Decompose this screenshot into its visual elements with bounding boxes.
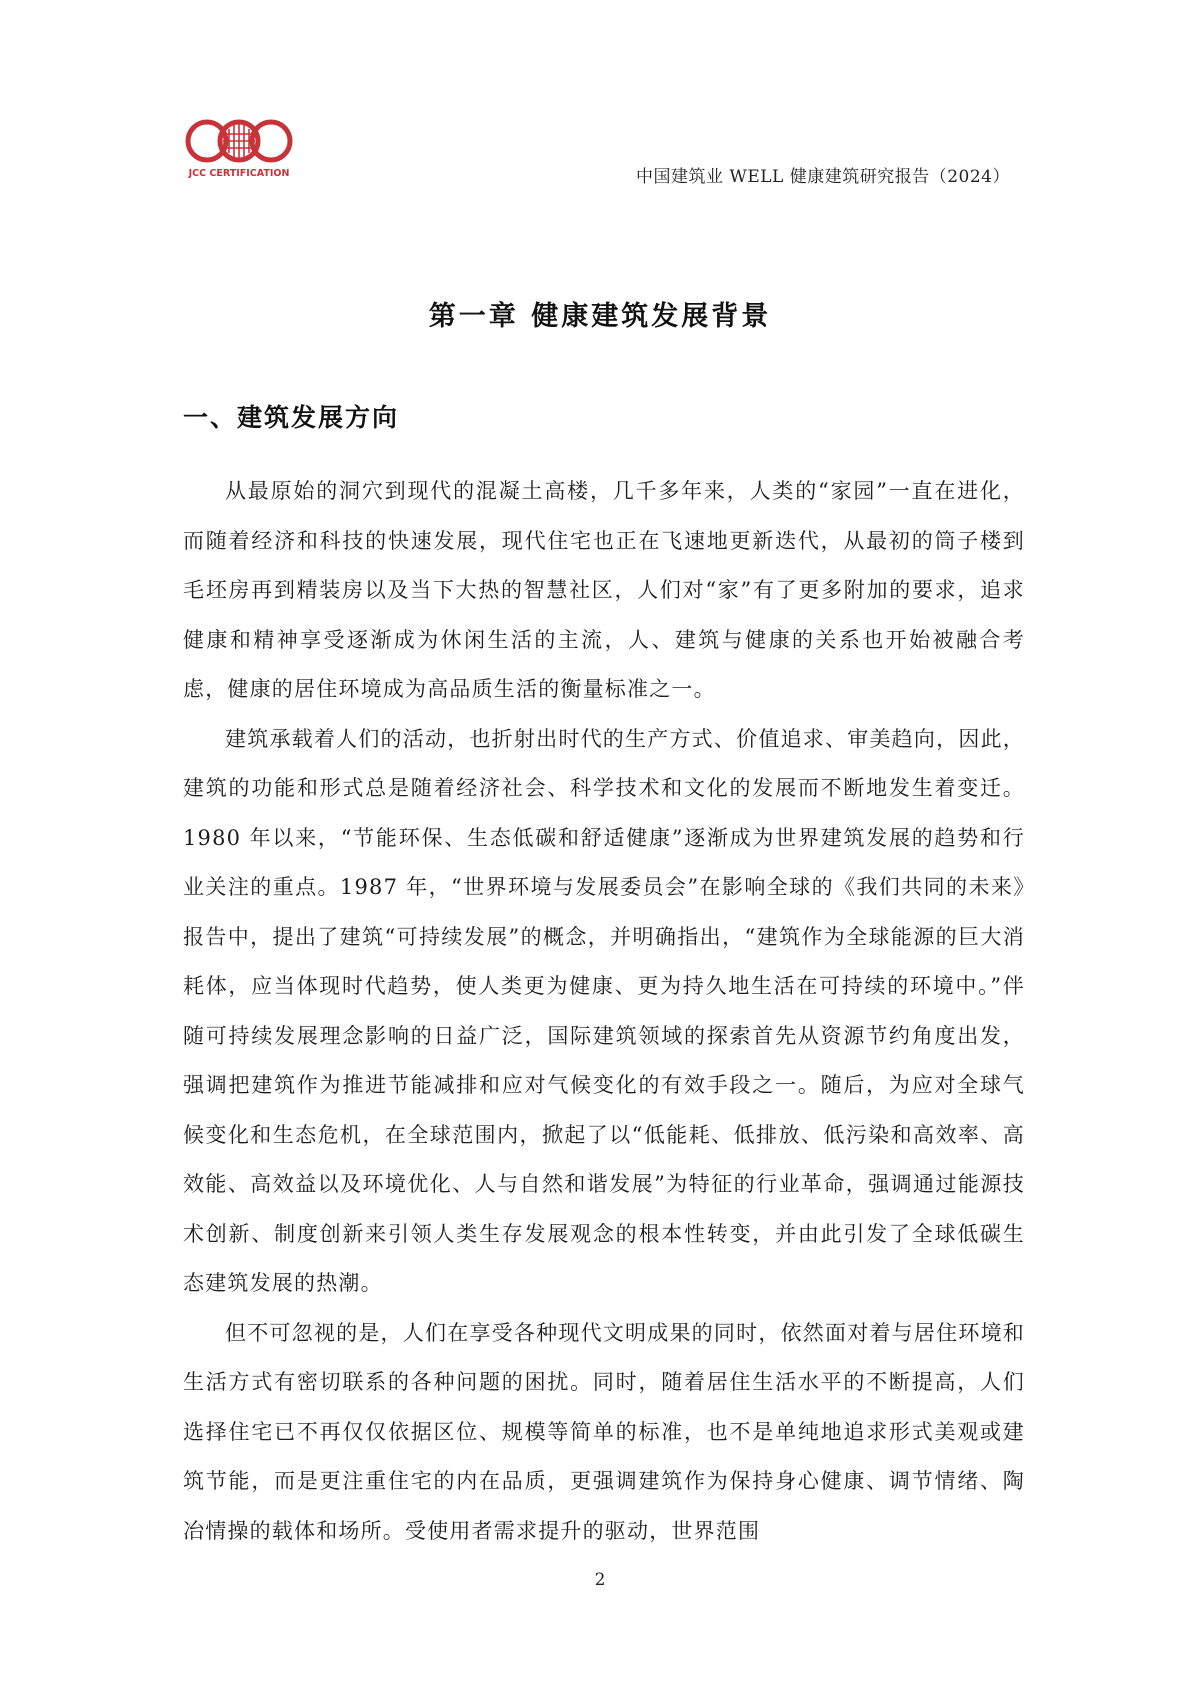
page-number: 2: [594, 1570, 606, 1590]
jcc-rings-icon: [183, 116, 295, 166]
paragraph: 建筑承载着人们的活动，也折射出时代的生产方式、价值追求、审美趋向，因此，建筑的功能和形式总是随着经济社会、科学技术和文化的发展而不断地发生着变迁。1980 年以来，“节能环保、生态低碳和舒适健康”逐渐成为世界建筑发展的趋势和行业关注的重点。1987 年，“世界环境与发展委员会”在影响全球的《我们共同的未来》报告中，提出了建筑“可持续发展”的概念，并明确指出，“建筑作为全球能源的巨大消耗体，应当体现时代趋势，使人类更为健康、更为持久地生活在可持续的环境中。”伴随可持续发展理念影响的日益广泛，国际建筑领域的探索首先从资源节约角度出发，强调把建筑作为推进节能减排和应对气候变化的有效手段之一。随后，为应对全球气候变化和生态危机，在全球范围内，掀起了以“低能耗、低排放、低污染和高效率、高效能、高效益以及环境优化、人与自然和谐发展”为特征的行业革命，强调通过能源技术创新、制度创新来引领人类生存发展观念的根本性转变，并由此引发了全球低碳生态建筑发展的热潮。: [183, 726, 1025, 1295]
section-title: 一、建筑发展方向: [183, 403, 400, 432]
jcc-logo: [183, 116, 295, 180]
logo-text: JCC CERTIFICATION: [188, 168, 290, 179]
body-text: [183, 467, 1025, 1556]
paragraph: 但不可忽视的是，人们在享受各种现代文明成果的同时，依然面对着与居住环境和生活方式有密切联系的各种问题的困扰。同时，随着居住生活水平的不断提高，人们选择住宅已不再仅仅依据区位、规模等简单的标准，也不是单纯地追求形式美观或建筑节能，而是更注重住宅的内在品质，更强调建筑作为保持身心健康、调节情绪、陶冶情操的载体和场所。受使用者需求提升的驱动，世界范围: [183, 1320, 1025, 1543]
paragraph: 从最原始的洞穴到现代的混凝土高楼，几千多年来，人类的“家园”一直在进化，而随着经济和科技的快速发展，现代住宅也正在飞速地更新迭代，从最初的筒子楼到毛坯房再到精装房以及当下大热的智慧社区，人们对“家”有了更多附加的要求，追求健康和精神享受逐渐成为休闲生活的主流，人、建筑与健康的关系也开始被融合考虑，健康的居住环境成为高品质生活的衡量标准之一。: [183, 479, 1025, 701]
running-header: 中国建筑业 WELL 健康建筑研究报告（2024）: [635, 167, 1010, 187]
chapter-title: 第一章 健康建筑发展背景: [428, 301, 772, 332]
